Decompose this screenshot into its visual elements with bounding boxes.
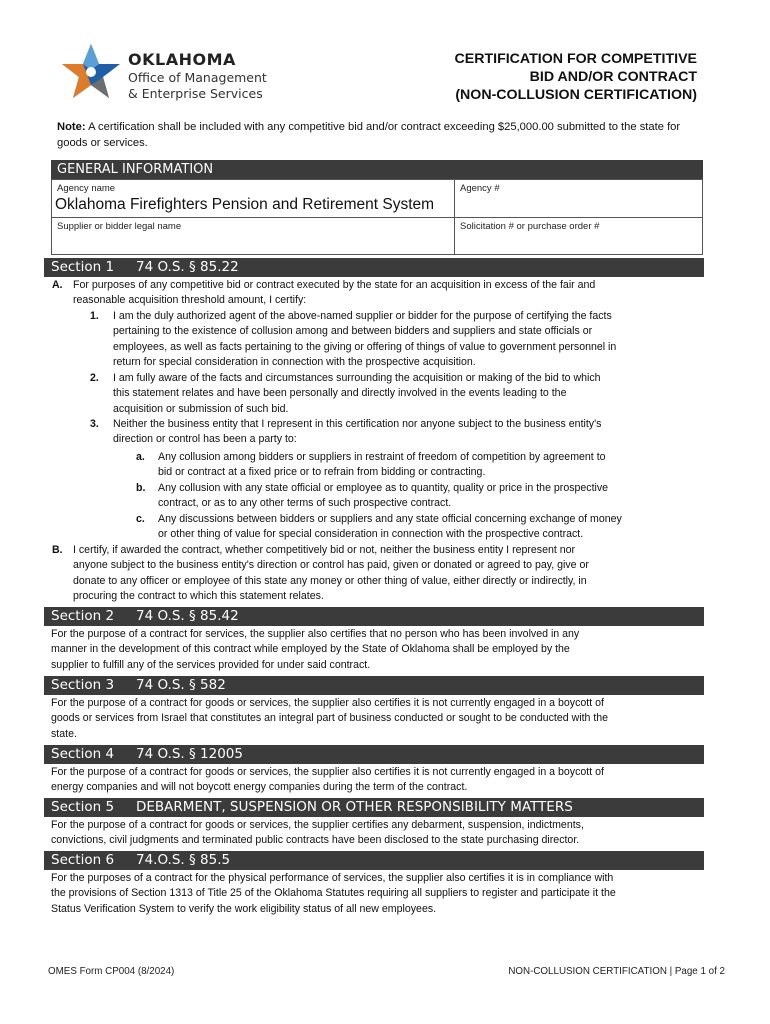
agency-name-cell[interactable] [52, 180, 455, 218]
text-line: For the purpose of a contract for goods or services, the supplier certifies any debarment, suspension, indictments, [51, 819, 584, 831]
section-4-text [51, 765, 711, 796]
text-line: supplier to fulfill any of the services provided for under said contract. [51, 658, 371, 671]
text-line: I am fully aware of the facts and circumstances surrounding the acquisition or making of the bid to which [113, 372, 601, 384]
text-line: Neither the business entity that I represent in this certification nor anyone subject to the business entity's [113, 418, 602, 430]
text-line: state. [51, 727, 77, 740]
text-line: bid or contract at a fixed price or to refrain from bidding or contracting. [158, 466, 486, 479]
text-line: employees, as well as facts pertaining to the giving or offering of things of value to government personnel in [113, 340, 617, 353]
text-line: contract, or as to any other terms of such prospective contract. [158, 497, 452, 510]
logo-line-1: Office of Management [128, 70, 267, 85]
text-line: I certify, if awarded the contract, whether competitively bid or not, neither the business entity I represent nor [73, 544, 576, 556]
solicitation-number-cell[interactable] [455, 218, 702, 254]
clause-marker: B. [52, 544, 63, 556]
section-3-header [44, 676, 704, 695]
section-2-text [51, 627, 711, 673]
text-line: For the purposes of a contract for the physical performance of services, the supplier also certifies it is in compliance with [51, 872, 614, 884]
section-6-text [51, 871, 711, 917]
text-line: Any collusion with any state official or employee as to quantity, quality or price in the prospective [158, 482, 609, 494]
text-line: or other thing of value for special consideration in connection with the prospective contract. [158, 528, 584, 541]
section-title: 74.O.S. § 85.5 [136, 852, 231, 868]
text-line: direction or control has been a party to: [113, 433, 297, 446]
footer-page-info: NON-COLLUSION CERTIFICATION | Page 1 of 2 [508, 966, 725, 977]
section-title: 74 O.S. § 85.22 [136, 259, 239, 275]
subitem-marker: a. [136, 451, 145, 463]
section-number: Section 3 [51, 677, 115, 693]
section-2-header [44, 607, 704, 626]
item-2-text [113, 371, 713, 417]
subitem-a-text [158, 450, 713, 481]
text-line: Any collusion among bidders or suppliers in restraint of freedom of competition by agreement to [158, 451, 606, 463]
text-line: For the purpose of a contract for goods or services, the supplier also certifies it is not currently engaged in a boycott of [51, 766, 604, 778]
section-title: 74 O.S. § 12005 [136, 746, 243, 762]
text-line: acquisition or submission of such bid. [113, 402, 289, 415]
subitem-marker: b. [136, 482, 146, 494]
text-line: this statement relates and have been personally and directly involved in the events leading to the [113, 387, 567, 400]
text-line: procuring the contract to which this statement relates. [73, 590, 324, 603]
section-title: 74 O.S. § 85.42 [136, 608, 239, 624]
logo-state-name: OKLAHOMA [128, 50, 236, 69]
section-number: Section 2 [51, 608, 115, 624]
note-text: A certification shall be included with any competitive bid and/or contract exceeding $25,000.00 submitted to the state for goods or services. [57, 121, 681, 149]
text-line: For purposes of any competitive bid or contract executed by the state for an acquisition in excess of the fair and [73, 279, 596, 291]
clause-b-text [73, 543, 713, 605]
section-number: Section 1 [51, 259, 115, 275]
supplier-name-label: Supplier or bidder legal name [57, 221, 182, 232]
text-line: manner in the development of this contract while employed by the State of Oklahoma shall be employed by the [51, 643, 570, 656]
section-number: Section 4 [51, 746, 115, 762]
text-line: the provisions of Section 1313 of Title 25 of the Oklahoma Statutes requiring all suppliers to register and participate it the [51, 887, 616, 900]
item-1-text [113, 309, 713, 371]
subitem-b-text [158, 481, 713, 512]
section-5-header [44, 798, 704, 817]
section-number: Section 5 [51, 799, 115, 815]
text-line: goods or services from Israel that constitutes an integral part of business conducted or sought to be conducted with the [51, 712, 609, 725]
section-1-header [44, 258, 704, 277]
agency-name-field[interactable]: Oklahoma Firefighters Pension and Retirement System [55, 196, 435, 213]
subitem-c-text [158, 512, 713, 543]
subitem-marker: c. [136, 513, 145, 525]
text-line: convictions, civil judgments and terminated public contracts have been disclosed to the state purchasing director. [51, 834, 580, 847]
text-line: pertaining to the existence of collusion among and between bidders and suppliers and state officials or [113, 325, 593, 338]
agency-name-label: Agency name [57, 183, 116, 194]
text-line: For the purpose of a contract for goods or services, the supplier also certifies it is not currently engaged in a boycott of [51, 697, 604, 709]
star-logo-icon [58, 40, 124, 106]
note-label: Note: [57, 121, 86, 133]
text-line: Any discussions between bidders or suppliers and any state official concerning exchange of money [158, 513, 622, 525]
text-line: return for special consideration in connection with the prospective acquisition. [113, 356, 476, 369]
footer-form-id: OMES Form CP004 (8/2024) [48, 966, 175, 977]
text-line: energy companies and will not boycott energy companies during the term of the contract. [51, 781, 468, 794]
section-number: Section 6 [51, 852, 115, 868]
general-information-table [51, 179, 703, 255]
text-line: I am the duly authorized agent of the above-named supplier or bidder for the purpose of certifying the facts [113, 310, 612, 322]
section-title: DEBARMENT, SUSPENSION OR OTHER RESPONSIBILITY MATTERS [136, 799, 573, 815]
logo-line-2: & Enterprise Services [128, 86, 263, 101]
solicitation-number-label: Solicitation # or purchase order # [460, 221, 600, 232]
text-line: anyone subject to the business entity's direction or control has paid, given or donated or agreed to pay, give or [73, 559, 589, 572]
general-information-header: GENERAL INFORMATION [51, 160, 703, 179]
title-line: (NON-COLLUSION CERTIFICATION) [455, 87, 697, 103]
text-line: For the purpose of a contract for services, the supplier also certifies that no person who has been involved in any [51, 628, 580, 640]
clause-a-text [73, 278, 713, 309]
form-title [455, 50, 698, 104]
text-line: donate to any officer or employee of this state any money or other thing of value, either directly or indirectly, in [73, 574, 587, 587]
section-4-header [44, 745, 704, 764]
item-marker: 3. [90, 418, 99, 430]
clause-marker: A. [52, 279, 63, 291]
item-3-text [113, 417, 713, 448]
agency-number-cell[interactable] [455, 180, 702, 218]
section-title: 74 O.S. § 582 [136, 677, 226, 693]
title-line: CERTIFICATION FOR COMPETITIVE [454, 51, 697, 67]
section-3-text [51, 696, 711, 742]
item-marker: 1. [90, 310, 99, 322]
supplier-name-cell[interactable] [52, 218, 455, 254]
section-5-text [51, 818, 711, 849]
note [57, 119, 707, 151]
omes-logo [58, 40, 288, 110]
text-line: Status Verification System to verify the work eligibility status of all new employees. [51, 902, 437, 915]
agency-number-label: Agency # [460, 183, 500, 194]
item-marker: 2. [90, 372, 99, 384]
section-6-header [44, 851, 704, 870]
text-line: reasonable acquisition threshold amount, I certify: [73, 294, 307, 307]
title-line: BID AND/OR CONTRACT [529, 69, 697, 85]
